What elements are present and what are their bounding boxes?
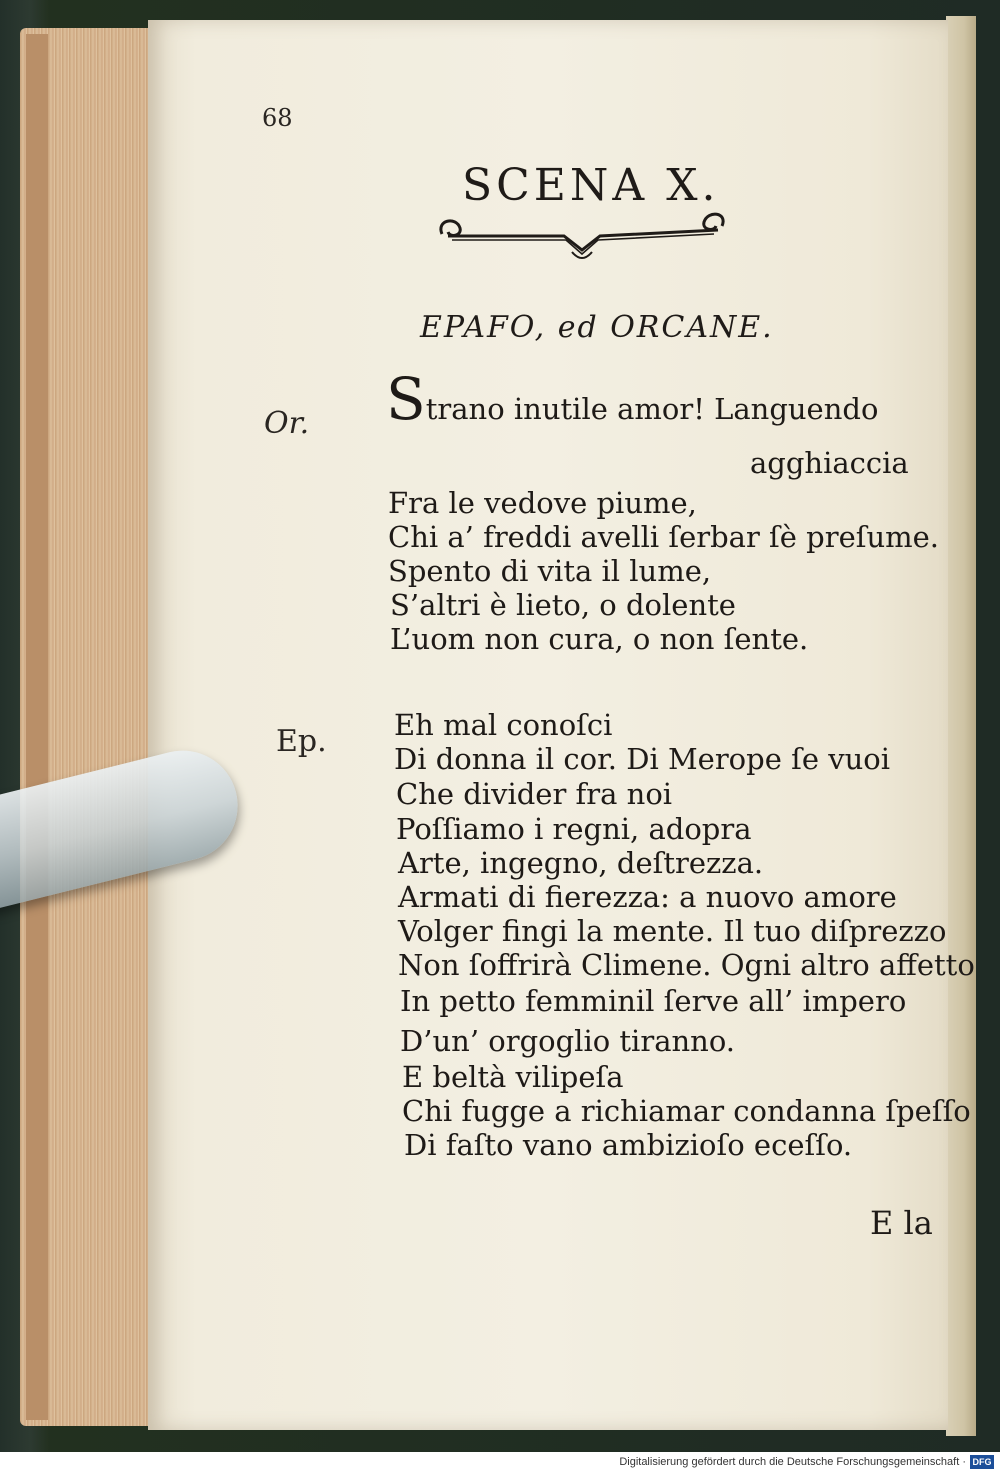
speaker-epafo: Ep.	[276, 724, 327, 759]
verse-line: Fra le vedove piume,	[388, 486, 697, 520]
verse-line: In petto femminil ſerve all’ impero	[400, 984, 907, 1018]
verse-line: Volger fingi la mente. Il tuo diſprezzo	[398, 914, 947, 948]
verse-line: Arte, ingegno, deſtrezza.	[398, 846, 764, 880]
verse-line: Non ſoffrirà Climene. Ogni altro affetto	[398, 948, 975, 982]
scene-title: SCENA X.	[462, 160, 720, 211]
verse-line: Spento di vita il lume,	[388, 554, 712, 588]
drop-cap: S	[386, 365, 426, 433]
verse-line: Chi a’ freddi avelli ſerbar ſè preſume.	[388, 520, 940, 554]
verse-line: S’altri è lieto, o dolente	[390, 588, 736, 622]
verse-line: D’un’ orgoglio tiranno.	[400, 1024, 736, 1058]
verse-line: Poſſiamo i regni, adopra	[396, 812, 752, 846]
verse-text: trano inutile amor! Languendo	[425, 392, 879, 426]
speaker-orcane: Or.	[264, 406, 310, 441]
verse-line: E beltà vilipeſa	[402, 1060, 624, 1094]
ornament-icon	[432, 206, 732, 266]
verse-line: Di donna il cor. Di Merope ſe vuoi	[394, 742, 890, 776]
cover-edge	[26, 34, 48, 1420]
verse-line	[386, 365, 879, 433]
facing-page-edge	[946, 16, 976, 1436]
page-number: 68	[262, 104, 293, 132]
verse-line: L’uom non cura, o non ſente.	[390, 622, 809, 656]
catchword: E la	[870, 1204, 933, 1242]
verse-line: agghiaccia	[750, 446, 909, 480]
character-list: EPAFO, ed ORCANE.	[420, 310, 774, 345]
dfg-logo-icon: DFG	[970, 1455, 994, 1469]
verse-line: Eh mal conoſci	[394, 708, 613, 742]
digitization-credit: Digitalisierung gefördert durch die Deutsche Forschungsgemeinschaft ·	[619, 1456, 966, 1468]
verse-line: Armati di fierezza: a nuovo amore	[398, 880, 897, 914]
verse-line: Che divider fra noi	[396, 777, 673, 811]
verse-line: Chi fugge a richiamar condanna ſpeſſo	[402, 1094, 971, 1128]
verse-line: Di faſto vano ambizioſo eceſſo.	[404, 1128, 853, 1162]
